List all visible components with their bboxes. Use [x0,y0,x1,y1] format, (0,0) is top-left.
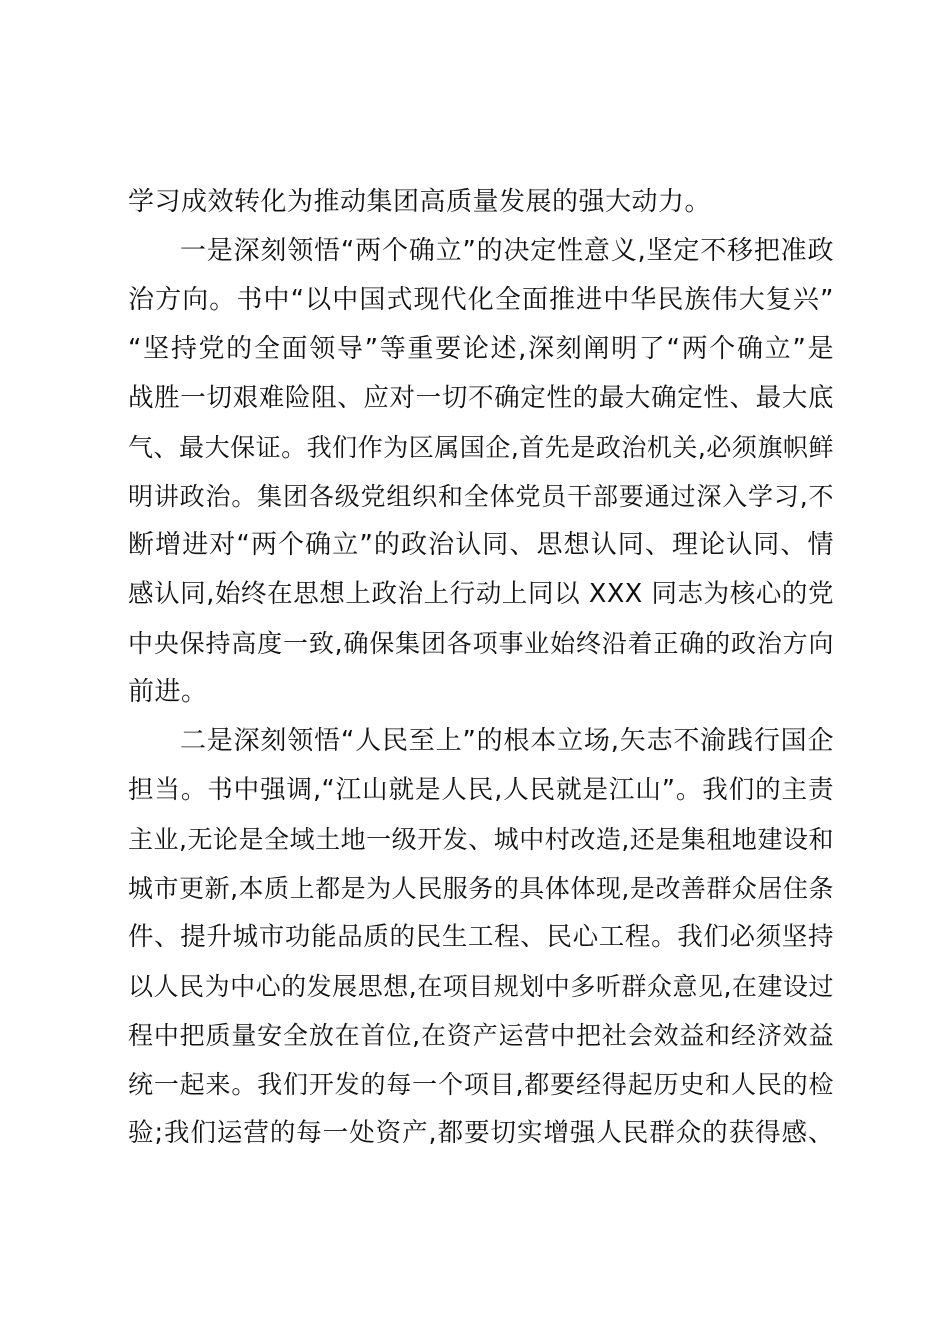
text-line: 断增进对“两个确立”的政治认同、思想认同、理论认同、情 [128,530,834,560]
text-line: 治方向。书中“以中国式现代化全面推进中华民族伟大复兴” [128,285,834,315]
text-line: 战胜一切艰难险阻、应对一切不确定性的最大确定性、最大底 [128,383,834,413]
text-line: 城市更新,本质上都是为人民服务的具体体现,是改善群众居住条 [128,874,834,903]
text-line: “坚持党的全面领导”等重要论述,深刻阐明了“两个确立”是 [128,334,834,364]
text-line: 气、最大保证。我们作为区属国企,首先是政治机关,必须旗帜鲜 [128,433,834,462]
text-line: 主业,无论是全域土地一级开发、城中村改造,还是集租地建设和 [128,825,834,854]
text-line: 程中把质量安全放在首位,在资产运营中把社会效益和经济效益 [128,1021,834,1050]
text-line: 明讲政治。集团各级党组织和全体党员干部要通过深入学习,不 [128,482,834,511]
text-line: 统一起来。我们开发的每一个项目,都要经得起历史和人民的检 [128,1070,834,1099]
text-line: 感认同,始终在思想上政治上行动上同以 XXX 同志为核心的党 [128,579,834,609]
paragraph-first-line: 二是深刻领悟“人民至上”的根本立场,矢志不渝践行国企 [180,726,834,756]
text-line: 前进。 [128,677,208,707]
text-line: 中央保持高度一致,确保集团各项事业始终沿着正确的政治方向 [128,629,834,658]
paragraph-first-line: 一是深刻领悟“两个确立”的决定性意义,坚定不移把准政 [180,236,834,266]
text-line: 担当。书中强调,“江山就是人民,人民就是江山”。我们的主责 [128,775,834,805]
text-line: 件、提升城市功能品质的民生工程、民心工程。我们必须坚持 [128,922,834,952]
text-line: 验;我们运营的每一处资产,都要切实增强人民群众的获得感、 [128,1118,834,1148]
text-line: 以人民为中心的发展思想,在项目规划中多听群众意见,在建设过 [128,972,834,1001]
text-line: 学习成效转化为推动集团高质量发展的强大动力。 [128,187,712,217]
body-text [128,178,834,1158]
